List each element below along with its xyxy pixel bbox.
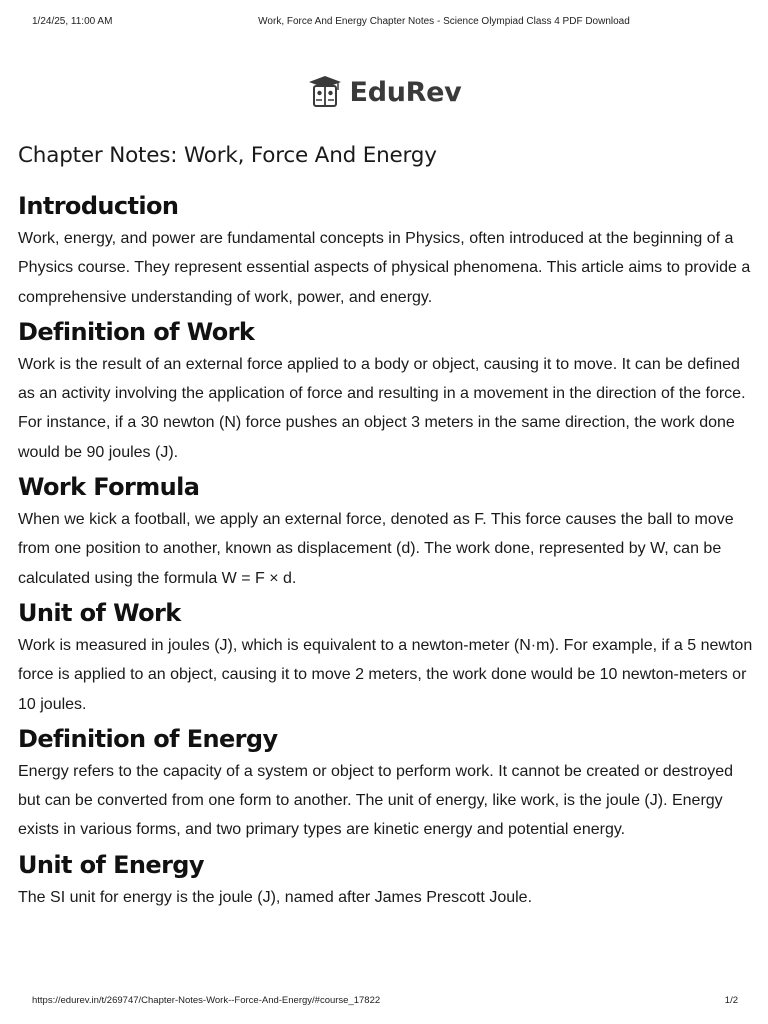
article-content [18,188,754,914]
page-number: 1/2 [724,995,738,1006]
section-paragraph: Work is measured in joules (J), which is equivalent to a newton-meter (N·m). For example, if a 5 newton force is applied to an object, causing it to move 2 meters, the work done would be 10 newton-meters or 10 joules. [18,636,753,713]
section-definition-of-work [18,314,754,467]
section-heading: Definition of Work [18,317,255,346]
section-heading: Introduction [18,192,179,220]
graduation-cap-book-icon [307,74,343,110]
section-work-formula [18,469,754,593]
section-heading: Unit of Energy [18,850,204,879]
section-paragraph: When we kick a football, we apply an external force, denoted as F. This force causes the ball to move from one position to another, known as displacement (d). The work done, represented by W, can be calculated using the formula W = F × d. [18,511,734,587]
section-paragraph: Work is the result of an external force applied to a body or object, causing it to move. It can be defined as an activity involving the application of force and resulting in a movement in the direction of the force. For instance, if a 30 newton (N) force pushes an object 3 meters in the same direction, the work done would be 90 joules (J). [18,355,746,461]
section-paragraph: Work, energy, and power are fundamental concepts in Physics, often introduced at the beginning of a Physics course. They represent essential aspects of physical phenomena. This article aims to provide a comprehensive understanding of work, power, and energy. [18,230,751,306]
print-header [0,16,768,32]
section-unit-of-work [18,595,754,719]
section-heading: Definition of Energy [18,724,278,753]
edurev-logo[interactable] [0,72,768,112]
print-date: 1/24/25, 11:00 AM [32,16,113,27]
print-footer [0,995,768,1009]
section-paragraph: Energy refers to the capacity of a system or object to perform work. It cannot be created or destroyed but can be converted from one form to another. The unit of energy, like work, is the joule (J). Energy exists in various forms, and two primary types are kinetic energy and potential energy. [18,762,734,839]
section-definition-of-energy [18,721,754,845]
section-paragraph: The SI unit for energy is the joule (J), named after James Prescott Joule. [18,888,533,906]
print-url[interactable]: https://edurev.in/t/269747/Chapter-Notes-Work--Force-And-Energy/#course_17822 [32,995,381,1006]
page-title: Chapter Notes: Work, Force And Energy [18,143,437,168]
section-unit-of-energy [18,847,754,912]
logo-text: EduRev [349,76,462,108]
section-introduction [18,188,754,312]
section-heading: Unit of Work [18,598,181,627]
section-heading: Work Formula [18,473,200,502]
print-document-title: Work, Force And Energy Chapter Notes - Science Olympiad Class 4 PDF Download [258,16,630,27]
